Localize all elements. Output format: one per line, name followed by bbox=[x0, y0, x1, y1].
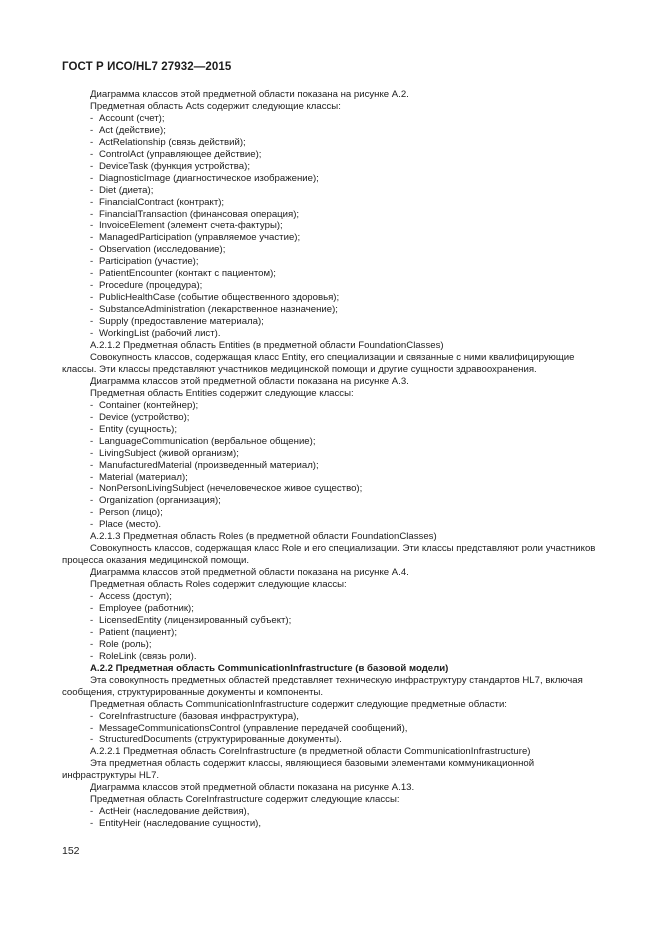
list-item-text: LanguageCommunication (вербальное общение); bbox=[99, 435, 316, 447]
list-item bbox=[62, 460, 600, 472]
bullet-dash: - bbox=[90, 435, 94, 447]
list-item-text: FinancialTransaction (финансовая операция); bbox=[99, 208, 300, 220]
list-item bbox=[62, 734, 600, 746]
list-item-text: Participation (участие); bbox=[99, 256, 199, 268]
bullet-dash: - bbox=[90, 292, 94, 304]
paragraph: А.2.2.1 Предметная область CoreInfrastructure (в предметной области CommunicationInfrastructure) bbox=[90, 746, 531, 758]
bullet-dash: - bbox=[90, 208, 94, 220]
list-item-text: ManagedParticipation (управляемое участие); bbox=[99, 232, 301, 244]
list-item-text: Account (счет); bbox=[99, 112, 165, 124]
list-item bbox=[62, 149, 600, 161]
paragraph: Эта совокупность предметных областей представляет техническую инфраструктуру стандартов HL7, включая сообщения, структурированные документы и компоненты. bbox=[62, 674, 583, 698]
bullet-dash: - bbox=[90, 232, 94, 244]
list-item-text: PublicHealthCase (событие общественного здоровья); bbox=[99, 292, 340, 304]
bullet-dash: - bbox=[90, 638, 94, 650]
section-heading: А.2.2 Предметная область CommunicationInfrastructure (в базовой модели) bbox=[90, 662, 449, 674]
list-item bbox=[62, 292, 600, 304]
bullet-dash: - bbox=[90, 220, 94, 232]
list-item-text: MessageCommunicationsControl (управление передачей сообщений), bbox=[99, 722, 408, 734]
list-item-text: Material (материал); bbox=[99, 471, 188, 483]
bullet-dash: - bbox=[90, 160, 94, 172]
list-item-text: ManufacturedMaterial (произведенный материал); bbox=[99, 459, 319, 471]
list-item-text: Entity (сущность); bbox=[99, 423, 178, 435]
paragraph: Диаграмма классов этой предметной области показана на рисунке А.4. bbox=[90, 567, 409, 579]
bullet-dash: - bbox=[90, 268, 94, 280]
document-header: ГОСТ Р ИСО/HL7 27932—2015 bbox=[62, 61, 232, 73]
list-item-text: Employee (работник); bbox=[99, 602, 194, 614]
list-item-text: Access (доступ); bbox=[99, 591, 172, 603]
bullet-dash: - bbox=[90, 734, 94, 746]
list-item bbox=[62, 412, 600, 424]
list-item bbox=[62, 519, 600, 531]
bullet-dash: - bbox=[90, 471, 94, 483]
list-item-text: ActRelationship (связь действий); bbox=[99, 136, 246, 148]
list-item-text: ActHeir (наследование действия), bbox=[99, 806, 250, 818]
bullet-dash: - bbox=[90, 148, 94, 160]
list-item-text: InvoiceElement (элемент счета-фактуры); bbox=[99, 220, 283, 232]
bullet-dash: - bbox=[90, 244, 94, 256]
bullet-dash: - bbox=[90, 124, 94, 136]
paragraph: Диаграмма классов этой предметной области показана на рисунке А.13. bbox=[90, 782, 415, 794]
list-item-text: ControlAct (управляющее действие); bbox=[99, 148, 262, 160]
list-item bbox=[62, 472, 600, 484]
list-item-text: Procedure (процедура); bbox=[99, 280, 203, 292]
list-item bbox=[62, 639, 600, 651]
paragraph: Совокупность классов, содержащая класс Entity, его специализации и связанные с ними квалифицирующие классы. Эти классы представляют участников медицинской помощи и другие сущности здравоохранения. bbox=[62, 351, 575, 375]
list-item bbox=[62, 806, 600, 818]
list-item bbox=[62, 424, 600, 436]
list-item bbox=[62, 615, 600, 627]
list-item bbox=[62, 448, 600, 460]
bullet-dash: - bbox=[90, 459, 94, 471]
list-item bbox=[62, 507, 600, 519]
list-item-text: RoleLink (связь роли). bbox=[99, 650, 197, 662]
bullet-dash: - bbox=[90, 710, 94, 722]
list-item-text: PatientEncounter (контакт с пациентом); bbox=[99, 268, 276, 280]
bullet-dash: - bbox=[90, 591, 94, 603]
list-item-text: FinancialContract (контракт); bbox=[99, 196, 225, 208]
paragraph: Предметная область CommunicationInfrastructure содержит следующие предметные области: bbox=[90, 698, 507, 710]
list-item-text: EntityHeir (наследование сущности), bbox=[99, 818, 262, 830]
list-item-text: Device (устройство); bbox=[99, 411, 190, 423]
bullet-dash: - bbox=[90, 184, 94, 196]
bullet-dash: - bbox=[90, 196, 94, 208]
bullet-dash: - bbox=[90, 495, 94, 507]
bullet-dash: - bbox=[90, 112, 94, 124]
list-item bbox=[62, 304, 600, 316]
list-item-text: DiagnosticImage (диагностическое изображение); bbox=[99, 172, 319, 184]
list-item bbox=[62, 711, 600, 723]
bullet-dash: - bbox=[90, 483, 94, 495]
paragraph: А.2.1.3 Предметная область Roles (в предметной области FoundationClasses) bbox=[90, 531, 437, 543]
bullet-dash: - bbox=[90, 519, 94, 531]
bullet-dash: - bbox=[90, 411, 94, 423]
list-item-text: Act (действие); bbox=[99, 124, 166, 136]
list-item-text: Diet (диета); bbox=[99, 184, 154, 196]
list-item bbox=[62, 280, 600, 292]
bullet-dash: - bbox=[90, 136, 94, 148]
list-item bbox=[62, 244, 600, 256]
list-item-text: LivingSubject (живой организм); bbox=[99, 447, 239, 459]
paragraph: Предметная область CoreInfrastructure содержит следующие классы: bbox=[90, 794, 400, 806]
list-item bbox=[62, 400, 600, 412]
bullet-dash: - bbox=[90, 722, 94, 734]
paragraph: Предметная область Roles содержит следующие классы: bbox=[90, 579, 347, 591]
bullet-dash: - bbox=[90, 447, 94, 459]
list-item-text: Place (место). bbox=[99, 519, 162, 531]
bullet-dash: - bbox=[90, 602, 94, 614]
list-item-text: Organization (организация); bbox=[99, 495, 221, 507]
list-item-text: SubstanceAdministration (лекарственное назначение); bbox=[99, 304, 338, 316]
bullet-dash: - bbox=[90, 423, 94, 435]
list-item bbox=[62, 495, 600, 507]
list-item-text: StructuredDocuments (структурированные документы). bbox=[99, 734, 342, 746]
list-item bbox=[62, 173, 600, 185]
paragraph: Эта предметная область содержит классы, являющиеся базовыми элементами коммуникационной инфраструктуры HL7. bbox=[62, 758, 535, 782]
list-item-text: DeviceTask (функция устройства); bbox=[99, 160, 250, 172]
list-item bbox=[62, 161, 600, 173]
list-item bbox=[62, 125, 600, 137]
list-item-text: WorkingList (рабочий лист). bbox=[99, 328, 221, 340]
paragraph: Совокупность классов, содержащая класс Role и его специализации. Эти классы представляют роли участников процесса оказания медицинской помощи. bbox=[62, 543, 596, 567]
bullet-dash: - bbox=[90, 614, 94, 626]
bullet-dash: - bbox=[90, 316, 94, 328]
list-item bbox=[62, 436, 600, 448]
list-item-text: Patient (пациент); bbox=[99, 626, 178, 638]
list-item bbox=[62, 651, 600, 663]
list-item-text: Container (контейнер); bbox=[99, 399, 199, 411]
list-item bbox=[62, 209, 600, 221]
list-item bbox=[62, 328, 600, 340]
list-item bbox=[62, 627, 600, 639]
list-item bbox=[62, 818, 600, 830]
list-item bbox=[62, 256, 600, 268]
bullet-dash: - bbox=[90, 399, 94, 411]
list-item bbox=[62, 220, 600, 232]
list-item-text: Role (роль); bbox=[99, 638, 152, 650]
list-item bbox=[62, 113, 600, 125]
list-item bbox=[62, 723, 600, 735]
paragraph: Предметная область Acts содержит следующие классы: bbox=[90, 100, 341, 112]
list-item bbox=[62, 483, 600, 495]
paragraph: Диаграмма классов этой предметной области показана на рисунке А.3. bbox=[90, 375, 409, 387]
bullet-dash: - bbox=[90, 304, 94, 316]
bullet-dash: - bbox=[90, 806, 94, 818]
bullet-dash: - bbox=[90, 818, 94, 830]
page-number: 152 bbox=[62, 845, 80, 857]
list-item-text: Supply (предоставление материала); bbox=[99, 316, 264, 328]
bullet-dash: - bbox=[90, 507, 94, 519]
list-item-text: LicensedEntity (лицензированный субъект); bbox=[99, 614, 292, 626]
bullet-dash: - bbox=[90, 256, 94, 268]
bullet-dash: - bbox=[90, 172, 94, 184]
bullet-dash: - bbox=[90, 626, 94, 638]
list-item bbox=[62, 603, 600, 615]
list-item bbox=[62, 185, 600, 197]
bullet-dash: - bbox=[90, 650, 94, 662]
list-item bbox=[62, 137, 600, 149]
list-item bbox=[62, 316, 600, 328]
bullet-dash: - bbox=[90, 328, 94, 340]
page-body bbox=[62, 89, 600, 830]
list-item bbox=[62, 591, 600, 603]
list-item bbox=[62, 232, 600, 244]
paragraph: Предметная область Entities содержит следующие классы: bbox=[90, 387, 354, 399]
list-item-text: NonPersonLivingSubject (нечеловеческое живое существо); bbox=[99, 483, 363, 495]
list-item-text: CoreInfrastructure (базовая инфраструктура), bbox=[99, 710, 299, 722]
list-item-text: Person (лицо); bbox=[99, 507, 163, 519]
list-item-text: Observation (исследование); bbox=[99, 244, 226, 256]
list-item bbox=[62, 197, 600, 209]
bullet-dash: - bbox=[90, 280, 94, 292]
paragraph: Диаграмма классов этой предметной области показана на рисунке А.2. bbox=[90, 89, 409, 100]
list-item bbox=[62, 268, 600, 280]
paragraph: А.2.1.2 Предметная область Entities (в предметной области FoundationClasses) bbox=[90, 340, 444, 352]
